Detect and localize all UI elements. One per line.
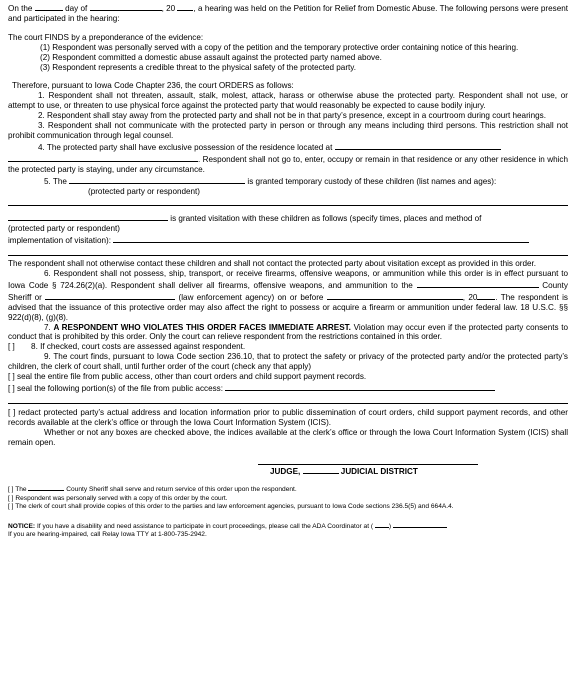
service-county-blank[interactable] (28, 484, 64, 491)
order-5-line: 5. The is granted temporary custody of these children (list names and ages): (44, 176, 497, 186)
ada-notice: NOTICE: If you have a disability and need assistance to participate in court proceedings, please call the ADA Coordinator at ( ) (8, 521, 568, 532)
ada-phone-blank[interactable] (393, 521, 447, 528)
service-personal-checkbox[interactable]: [ ] (8, 494, 14, 502)
visitation-line: is granted visitation with these children as follows (specify times, places and method of (8, 212, 568, 224)
ada-area-code-blank[interactable] (375, 521, 389, 528)
costs-checkbox[interactable]: [ ] (8, 342, 15, 352)
order-7: 7. A RESPONDENT WHO VIOLATES THIS ORDER FACES IMMEDIATE ARREST. Violation may occur even if the protected party consents to conduct that is prohibited by this order. Only the court can relieve respondent from the restrictions contained in this order. (8, 322, 568, 342)
visitation-method-line-2[interactable] (8, 246, 568, 256)
arrest-warning: A RESPONDENT WHO VIOLATES THIS ORDER FACES IMMEDIATE ARREST. (53, 322, 351, 332)
judge-signature-line[interactable] (258, 456, 478, 465)
year-blank[interactable] (177, 2, 193, 11)
no-contact-children: The respondent shall not otherwise contact these children and shall not contact the protected party about visitation except as provided in this order. (8, 259, 536, 269)
law-enforcement-blank[interactable] (45, 291, 175, 300)
visitation-method-line: implementation of visitation): (8, 234, 568, 246)
order-6: 6. Respondent shall not possess, ship, transport, or receive firearms, offensive weapons, or ammunition while this order is in effect pursuant to Iowa Code § 724.26(2)(a). Respondent shall deliver all firearms, offensive weapons, and ammunition to the County Sheriff or (law enforcement agency) on or before , 20 . The respondent is advised that the issuance of this protective order may also affect the right to possess or acquire a firearm or ammunition under federal law. 18 U.S.C. §§ 922(d)(8), (g)(8). (8, 269, 568, 322)
seal-entire-option: [ ] seal the entire file from public access, other than court orders and child support payment records. (8, 372, 367, 382)
service-sheriff: [ ] The County Sheriff shall serve and return service of this order upon the respondent. (8, 486, 297, 494)
indices-open: Whether or not any boxes are checked above, the indices available at the clerk’s office or through the Iowa Court Information System (ICIS) shall remain open. (8, 427, 568, 447)
redact-option: [ ] redact protected party’s actual address and location information prior to public dissemination of court orders, child support payment records, and other records available at the clerk’s office or through the Iowa Court Information System (ICIS). (8, 407, 568, 427)
district-number-blank[interactable] (303, 465, 339, 474)
order-4-line: 4. The protected party shall have exclusive possession of the residence located at (8, 141, 568, 153)
redact-checkbox[interactable]: [ ] (8, 407, 16, 417)
finding-3: (3) Respondent represents a credible threat to the physical safety of the protected party. (40, 62, 356, 72)
visitation-method-blank[interactable] (113, 234, 529, 243)
residence-address-blank[interactable] (335, 141, 501, 150)
service-clerk-checkbox[interactable]: [ ] (8, 503, 14, 511)
custody-party-hint: (protected party or respondent) (88, 186, 201, 196)
hearing-intro: On the day of , 20 , a hearing was held on the Petition for Relief from Domestic Abuse. The following persons were present and participated in the hearing: (8, 4, 569, 23)
order-1: 1. Respondent shall not threaten, assault, stalk, molest, attack, harass or otherwise abuse the protected party. Respondent shall not use, or attempt to use, or threaten to use physical force against the protected party that would reasonably be expected to cause bodily injury. (8, 91, 568, 111)
finding-1: (1) Respondent was personally served with a copy of the petition and the temporary protective order containing notice of this hearing. (40, 42, 519, 52)
order-9: 9. The court finds, pursuant to Iowa Code section 236.10, that to protect the safety or privacy of the protected party and/or the protected party’s children, the clerk of court shall, until further order of the court (check any that apply) (8, 352, 568, 372)
findings-intro: The court FINDS by a preponderance of the evidence: (8, 32, 204, 42)
delivery-year-blank[interactable] (477, 291, 495, 300)
service-clerk: [ ] The clerk of court shall provide copies of this order to the parties and law enforcement agencies, pursuant to Iowa Code sections 236.5(5) and 664A.4. (8, 503, 454, 511)
delivery-date-blank[interactable] (327, 291, 463, 300)
seal-entire-checkbox[interactable]: [ ] (8, 372, 15, 382)
sheriff-county-blank[interactable] (417, 279, 539, 288)
visitation-party-blank[interactable] (8, 212, 168, 221)
seal-portion-option: [ ] seal the following portion(s) of the file from public access: (8, 382, 568, 394)
children-list-line-1[interactable] (8, 196, 568, 206)
day-blank[interactable] (35, 2, 63, 11)
visitation-party-hint: (protected party or respondent) (8, 224, 121, 234)
service-personal: [ ] Respondent was personally served with a copy of this order by the court. (8, 494, 228, 502)
orders-intro: Therefore, pursuant to Iowa Code Chapter 236, the court ORDERS as follows: (12, 81, 294, 91)
finding-2: (2) Respondent committed a domestic abuse assault against the protected party named above. (40, 52, 382, 62)
order-3: 3. Respondent shall not communicate with the protected party in person or through any means including third persons. This restriction shall not prohibit communication through legal counsel. (8, 121, 568, 140)
relay-notice: If you are hearing-impaired, call Relay Iowa TTY at 1-800-735-2942. (8, 531, 207, 539)
order-2: 2. Respondent shall stay away from the protected party and shall not be in that party’s presence, except in a courtroom during court hearings. (38, 111, 546, 121)
judge-caption: JUDGE, JUDICIAL DISTRICT (270, 466, 418, 476)
custody-party-blank[interactable] (69, 175, 245, 184)
residence-address-blank-2[interactable] (8, 153, 198, 162)
seal-portion-blank[interactable] (225, 382, 495, 391)
order-8: [ ] 8. If checked, court costs are assessed against respondent. (8, 342, 246, 352)
order-4-rest: . Respondent shall not go to, enter, occupy or remain in that residence or any other residence in which the protected party is staying, under any circumstance. (8, 154, 568, 174)
month-blank[interactable] (90, 2, 162, 11)
seal-portion-checkbox[interactable]: [ ] (8, 384, 15, 393)
seal-portion-line-2[interactable] (8, 394, 568, 404)
service-sheriff-checkbox[interactable]: [ ] (8, 486, 14, 494)
